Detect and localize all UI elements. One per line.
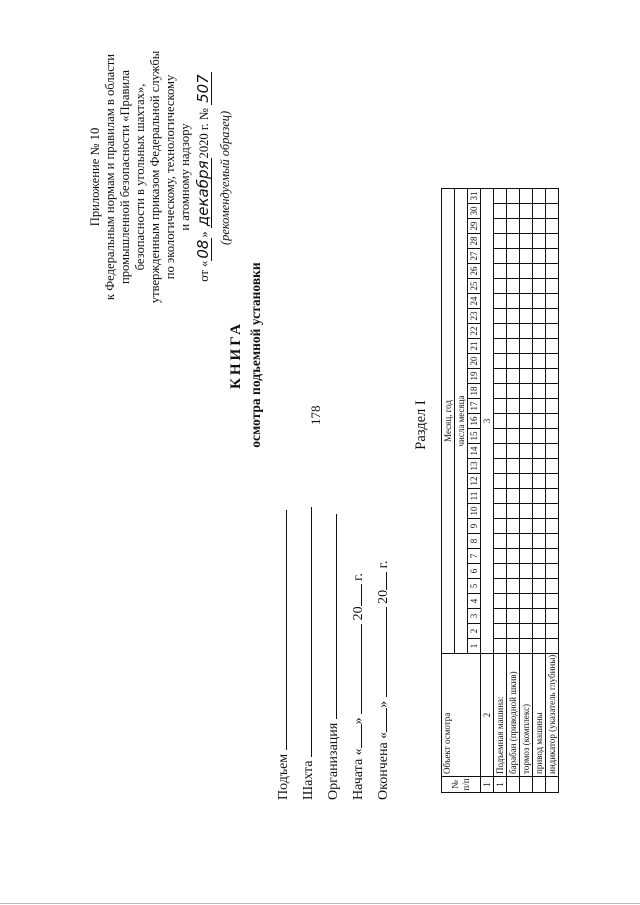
day-cell <box>533 204 546 219</box>
day-cell <box>520 459 533 474</box>
day-cell <box>520 204 533 219</box>
day-cell <box>507 264 520 279</box>
day-cell <box>494 609 507 624</box>
day-cell <box>533 534 546 549</box>
row-num <box>507 777 520 793</box>
day-cell <box>507 474 520 489</box>
day-cell <box>533 219 546 234</box>
day-cell <box>520 564 533 579</box>
row-num <box>520 777 533 793</box>
day-header: 30 <box>468 204 481 219</box>
book-title: КНИГА <box>228 321 244 389</box>
day-cell <box>507 339 520 354</box>
day-cell <box>533 234 546 249</box>
day-cell <box>533 624 546 639</box>
day-cell <box>546 474 559 489</box>
table-row <box>520 189 533 793</box>
day-cell <box>546 309 559 324</box>
day-cell <box>494 279 507 294</box>
day-header: 16 <box>468 414 481 429</box>
appendix-block <box>88 0 212 357</box>
day-cell <box>494 504 507 519</box>
day-cell <box>533 354 546 369</box>
day-cell <box>546 579 559 594</box>
row-num <box>533 777 546 793</box>
day-cell <box>494 369 507 384</box>
row-object: привод машины <box>533 654 546 777</box>
day-cell <box>546 339 559 354</box>
podem-field: Подъем <box>276 510 292 800</box>
day-cell <box>507 414 520 429</box>
day-cell <box>546 324 559 339</box>
day-cell <box>494 429 507 444</box>
day-cell <box>507 639 520 654</box>
day-header: 4 <box>468 594 481 609</box>
day-cell <box>546 489 559 504</box>
day-cell <box>507 369 520 384</box>
day-cell <box>507 624 520 639</box>
day-cell <box>520 189 533 204</box>
table-numbering-row <box>481 189 494 793</box>
day-header: 29 <box>468 219 481 234</box>
day-cell <box>520 234 533 249</box>
day-cell <box>533 279 546 294</box>
day-header: 12 <box>468 474 481 489</box>
day-cell <box>507 519 520 534</box>
reg-month: декабря <box>194 160 212 227</box>
day-cell <box>546 234 559 249</box>
day-cell <box>494 264 507 279</box>
day-cell <box>533 384 546 399</box>
day-cell <box>494 384 507 399</box>
day-cell <box>520 309 533 324</box>
day-cell <box>507 429 520 444</box>
day-cell <box>494 549 507 564</box>
day-cell <box>507 444 520 459</box>
day-header: 25 <box>468 279 481 294</box>
day-header: 5 <box>468 579 481 594</box>
day-header: 11 <box>468 489 481 504</box>
day-cell <box>520 609 533 624</box>
col-num: 1 <box>481 777 494 793</box>
day-cell <box>533 369 546 384</box>
day-cell <box>546 549 559 564</box>
day-cell <box>494 579 507 594</box>
header-num: № п/п <box>442 777 481 793</box>
page-number: 178 <box>308 405 323 425</box>
day-cell <box>520 534 533 549</box>
day-header: 19 <box>468 369 481 384</box>
day-cell <box>507 534 520 549</box>
registration-line: от «08» декабря2020 г. № 507 <box>194 74 212 282</box>
day-cell <box>546 219 559 234</box>
day-cell <box>494 639 507 654</box>
day-cell <box>546 534 559 549</box>
day-cell <box>546 594 559 609</box>
day-cell <box>520 279 533 294</box>
day-header: 20 <box>468 354 481 369</box>
day-cell <box>546 429 559 444</box>
day-cell <box>533 489 546 504</box>
day-cell <box>494 234 507 249</box>
appendix-line: утвержденным приказом Федеральной службы <box>148 50 162 304</box>
day-cell <box>533 429 546 444</box>
day-cell <box>533 264 546 279</box>
day-cell <box>520 249 533 264</box>
day-cell <box>533 504 546 519</box>
day-cell <box>507 579 520 594</box>
section-heading: Раздел I <box>413 400 429 450</box>
day-cell <box>520 384 533 399</box>
day-cell <box>507 459 520 474</box>
appendix-line: Приложение № 10 <box>88 127 102 227</box>
day-cell <box>546 414 559 429</box>
day-cell <box>546 564 559 579</box>
day-header: 23 <box>468 309 481 324</box>
day-cell <box>494 219 507 234</box>
day-cell <box>546 459 559 474</box>
day-cell <box>520 549 533 564</box>
day-header: 24 <box>468 294 481 309</box>
day-cell <box>520 519 533 534</box>
day-header: 27 <box>468 249 481 264</box>
day-cell <box>546 204 559 219</box>
day-cell <box>546 444 559 459</box>
day-cell <box>520 489 533 504</box>
day-cell <box>520 369 533 384</box>
day-cell <box>520 594 533 609</box>
day-cell <box>507 609 520 624</box>
day-header: 18 <box>468 384 481 399</box>
day-cell <box>507 384 520 399</box>
day-cell <box>507 219 520 234</box>
appendix-line: и атомному надзору <box>178 123 192 231</box>
day-cell <box>494 339 507 354</box>
day-cell <box>520 219 533 234</box>
day-cell <box>533 444 546 459</box>
day-cell <box>533 609 546 624</box>
shakhta-field: Шахта <box>301 507 317 800</box>
day-header: 31 <box>468 189 481 204</box>
col-num: 3 <box>481 189 494 654</box>
day-cell <box>494 399 507 414</box>
day-cell <box>546 639 559 654</box>
day-cell <box>520 264 533 279</box>
day-cell <box>520 429 533 444</box>
row-num: 1 <box>494 777 507 793</box>
day-header: 1 <box>468 639 481 654</box>
day-cell <box>546 504 559 519</box>
row-object: тормоз (комплекс) <box>520 654 533 777</box>
scan-edge <box>0 903 640 904</box>
podem-line <box>285 510 287 750</box>
day-header: 26 <box>468 264 481 279</box>
day-cell <box>507 249 520 264</box>
day-cell <box>494 474 507 489</box>
day-cell <box>533 639 546 654</box>
day-cell <box>494 414 507 429</box>
day-cell <box>494 594 507 609</box>
day-cell <box>546 609 559 624</box>
appendix-line: по экологическому, технологическому <box>163 74 177 280</box>
day-header: 7 <box>468 549 481 564</box>
reg-number: 507 <box>194 74 212 103</box>
table-row <box>546 189 559 793</box>
header-object: Объект осмотра <box>442 654 481 777</box>
day-cell <box>533 594 546 609</box>
day-cell <box>494 519 507 534</box>
day-header: 8 <box>468 534 481 549</box>
row-object: Подъемная машина: <box>494 654 507 777</box>
day-cell <box>494 534 507 549</box>
start-date-field: Начата «» 20 г. <box>351 573 366 800</box>
day-header: 10 <box>468 504 481 519</box>
day-header: 14 <box>468 444 481 459</box>
note-text: (рекомендуемый образец) <box>218 110 232 245</box>
day-cell <box>507 204 520 219</box>
day-cell <box>520 624 533 639</box>
day-cell <box>546 189 559 204</box>
day-header: 22 <box>468 324 481 339</box>
end-date-field: Окончена «» 20 г. <box>376 560 391 800</box>
day-cell <box>533 549 546 564</box>
day-cell <box>494 489 507 504</box>
day-cell <box>520 474 533 489</box>
day-cell <box>494 564 507 579</box>
day-cell <box>520 339 533 354</box>
day-header: 15 <box>468 429 481 444</box>
day-cell <box>494 459 507 474</box>
day-cell <box>520 504 533 519</box>
table-row <box>507 189 520 793</box>
appendix-line: к Федеральным нормам и правилам в области <box>103 53 117 301</box>
day-cell <box>520 414 533 429</box>
day-cell <box>494 309 507 324</box>
day-header: 9 <box>468 519 481 534</box>
day-cell <box>520 639 533 654</box>
day-cell <box>533 459 546 474</box>
day-cell <box>520 354 533 369</box>
day-cell <box>533 474 546 489</box>
day-cell <box>533 294 546 309</box>
day-cell <box>507 234 520 249</box>
day-cell <box>533 519 546 534</box>
day-header: 17 <box>468 399 481 414</box>
day-cell <box>546 369 559 384</box>
day-cell <box>507 399 520 414</box>
day-cell <box>494 624 507 639</box>
day-cell <box>533 189 546 204</box>
inspection-table <box>441 188 559 793</box>
header-days: числа месяца <box>455 189 468 654</box>
day-cell <box>507 279 520 294</box>
day-cell <box>533 324 546 339</box>
shakhta-line <box>310 507 312 757</box>
day-cell <box>507 354 520 369</box>
day-cell <box>507 294 520 309</box>
book-subtitle: осмотра подъемной установки <box>248 262 263 448</box>
day-header: 13 <box>468 459 481 474</box>
day-cell <box>546 249 559 264</box>
day-cell <box>520 294 533 309</box>
day-header: 2 <box>468 624 481 639</box>
day-cell <box>494 444 507 459</box>
day-cell <box>546 354 559 369</box>
day-header: 21 <box>468 339 481 354</box>
day-cell <box>494 249 507 264</box>
day-cell <box>520 444 533 459</box>
table-row <box>533 189 546 793</box>
day-header: 6 <box>468 564 481 579</box>
row-object: индикатор (указатель глубины) <box>546 654 559 777</box>
day-cell <box>507 504 520 519</box>
day-cell <box>533 564 546 579</box>
day-cell <box>507 564 520 579</box>
col-num: 2 <box>481 654 494 777</box>
day-cell <box>546 399 559 414</box>
org-field: Организация <box>326 514 342 800</box>
day-cell <box>546 384 559 399</box>
day-cell <box>507 324 520 339</box>
reg-day: 08 <box>194 239 212 259</box>
appendix-line: безопасности в угольных шахтах», <box>133 83 147 271</box>
day-cell <box>494 189 507 204</box>
day-cell <box>494 204 507 219</box>
row-num <box>546 777 559 793</box>
day-cell <box>533 309 546 324</box>
day-cell <box>533 249 546 264</box>
day-cell <box>520 324 533 339</box>
day-cell <box>507 309 520 324</box>
day-cell <box>494 294 507 309</box>
day-cell <box>507 594 520 609</box>
day-cell <box>533 399 546 414</box>
table-row <box>494 189 507 793</box>
day-cell <box>520 579 533 594</box>
day-cell <box>507 549 520 564</box>
row-object: барабан (приводной шкив) <box>507 654 520 777</box>
day-cell <box>507 189 520 204</box>
day-cell <box>546 264 559 279</box>
day-cell <box>546 519 559 534</box>
day-cell <box>494 354 507 369</box>
day-cell <box>533 579 546 594</box>
day-cell <box>546 624 559 639</box>
day-cell <box>507 489 520 504</box>
day-cell <box>533 414 546 429</box>
day-cell <box>520 399 533 414</box>
appendix-line: промышленной безопасности «Правила <box>118 69 132 285</box>
day-header: 28 <box>468 234 481 249</box>
day-cell <box>546 294 559 309</box>
header-month: Месяц, год <box>442 189 455 654</box>
org-line <box>335 514 337 719</box>
table-header-row <box>442 189 455 793</box>
day-header: 3 <box>468 609 481 624</box>
day-cell <box>533 339 546 354</box>
day-cell <box>546 279 559 294</box>
day-cell <box>494 324 507 339</box>
